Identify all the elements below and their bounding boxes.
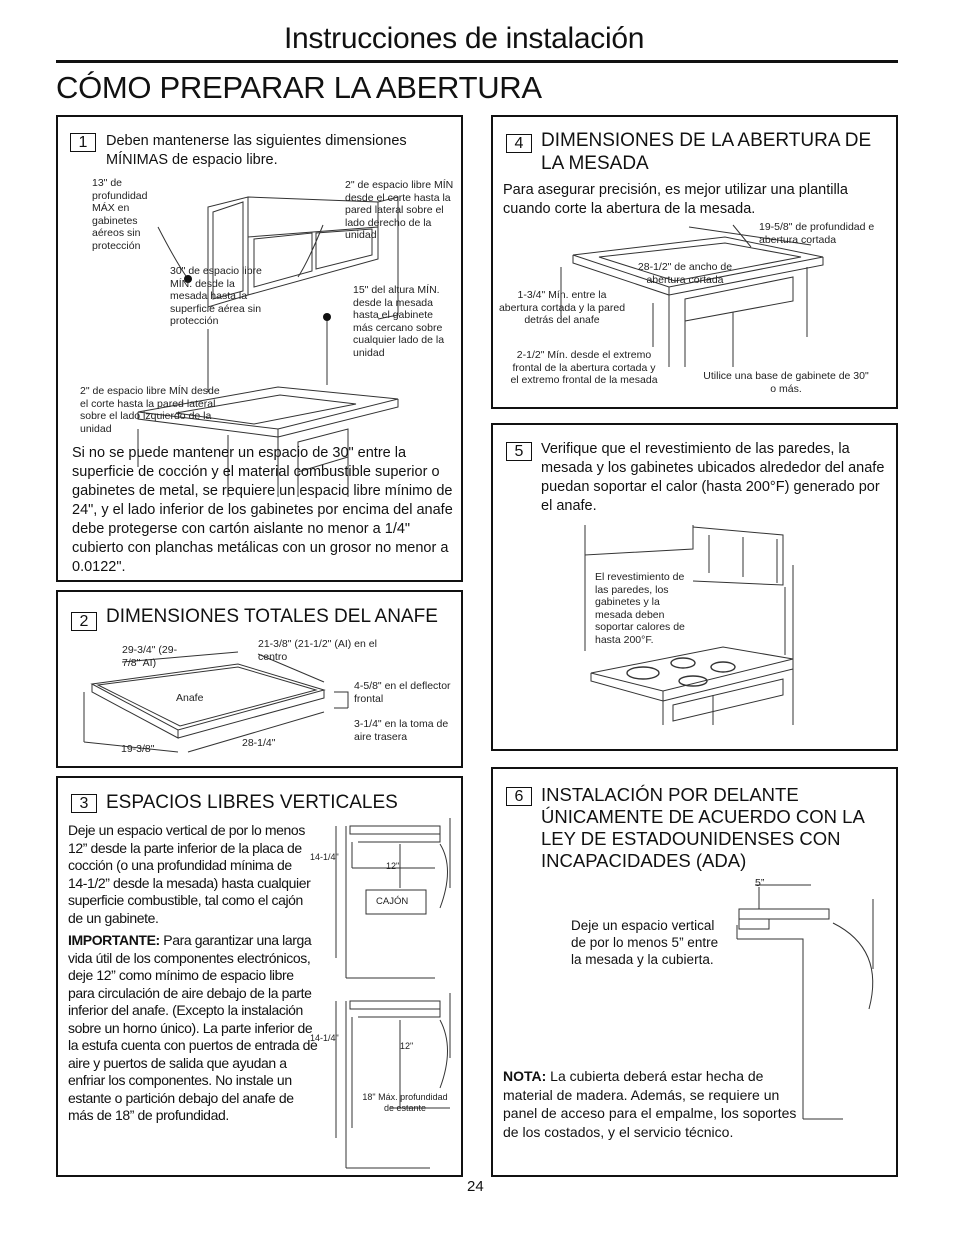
step3-label-d2: 14-1/4" bbox=[310, 1033, 339, 1043]
step1-label-left2: 2" de espacio libre MÍN desde el corte hasta la pared lateral sobre el lado izquierdo de la unidad bbox=[80, 385, 220, 435]
step3-box bbox=[56, 776, 463, 1177]
step6-label: Deje un espacio vertical de por lo menos 5” entre la mesada y la cubierta. bbox=[571, 918, 719, 967]
step5-number: 5 bbox=[506, 442, 532, 461]
step1-label-space30: 30" de espacio libre MÍN. desde la mesada hasta la superficie aérea sin protección bbox=[170, 265, 262, 327]
step6-title: INSTALACIÓN POR DELANTE ÚNICAMENTE DE ACUERDO CON LA LEY DE ESTADOUNIDENSES CON INCAPACIDADES (ADA) bbox=[541, 784, 864, 871]
step2-title: DIMENSIONES TOTALES DEL ANAFE bbox=[106, 606, 438, 627]
step2-label-bottom-d: 19-3/8" bbox=[121, 743, 155, 755]
step1-note: Si no se puede mantener un espacio de 30" entre la superficie de cocción y el material combustible superior o gabinetes de metal, se requiere un espacio libre mínimo de 24", y el lado inferior de los gabinetes por encima del anafe debe protegerse con cartón aislante no menor a 1/4" cubierto con planchas metálicas con un grosor no menor a 0.0122". bbox=[72, 445, 453, 575]
header-rule bbox=[56, 60, 898, 63]
step4-number: 4 bbox=[506, 134, 532, 153]
step4-title: DIMENSIONES DE LA ABERTURA DE LA MESADA bbox=[541, 130, 872, 174]
step4-box bbox=[491, 115, 898, 409]
step5-label: El revestimiento de las paredes, los gabinetes y la mesada deben soportar calores de hasta 200°F. bbox=[595, 571, 685, 646]
step1-label-height15: 15" del altura MÍN. desde la mesada hasta el gabinete más cercano sobre cualquier lado de la unidad bbox=[353, 284, 445, 359]
step3-label-cajon: CAJÓN bbox=[376, 896, 409, 907]
step2-label-bottom-w: 28-1/4" bbox=[242, 737, 276, 749]
step6-dim: 5” bbox=[755, 877, 765, 889]
step3-number: 3 bbox=[71, 794, 97, 813]
step1-label-right2: 2" de espacio libre MÍN desde el corte hasta la pared lateral sobre el lado derecho de la unidad bbox=[345, 179, 454, 241]
step2-number: 2 bbox=[71, 612, 97, 631]
section-title: CÓMO PREPARAR LA ABERTURA bbox=[56, 70, 542, 105]
step3-important-label: IMPORTANTE: bbox=[68, 932, 160, 948]
step3-title: ESPACIOS LIBRES VERTICALES bbox=[106, 792, 398, 813]
step2-label-anafe: Anafe bbox=[176, 692, 204, 704]
step2-label-depth: 21-3/8" (21-1/2" (AI) en el centro bbox=[258, 638, 377, 663]
step2-label-width: 29-3/4" (29-7/8" AI) bbox=[122, 644, 178, 669]
step6-note-label: NOTA: bbox=[503, 1068, 547, 1084]
step4-label-front: 2-1/2" Mín. desde el extremo frontal de la abertura cortada y el extremo frontal de la mesada bbox=[510, 349, 658, 386]
step2-box bbox=[56, 590, 463, 768]
step3-important bbox=[68, 932, 320, 1125]
step1-box bbox=[56, 115, 463, 582]
step5-box bbox=[491, 423, 898, 751]
step1-number: 1 bbox=[70, 133, 96, 152]
step2-label-front: 4-5/8" en el deflector frontal bbox=[354, 680, 451, 705]
step2-label-rear: 3-1/4" en la toma de aire trasera bbox=[354, 718, 449, 743]
page-header-title: Instrucciones de instalación bbox=[284, 22, 645, 55]
step6-number: 6 bbox=[506, 787, 532, 806]
step5-text: Verifique que el revestimiento de las paredes, la mesada y los gabinetes ubicados alrededor del anafe puedan soportar el calor (hasta 200°F) generado por el anafe. bbox=[541, 441, 885, 514]
step6-note-text: La cubierta deberá estar hecha de material de madera. Además, se requiere un panel de acceso para el empalme, los soportes de los costados, y el servicio técnico. bbox=[503, 1068, 797, 1140]
step5-diagram bbox=[493, 525, 897, 745]
step4-label-rear: 1-3/4" Mín. entre la abertura cortada y la pared detrás del anafe bbox=[498, 289, 626, 326]
step1-intro: Deben mantenerse las siguientes dimensiones MÍNIMAS de espacio libre. bbox=[106, 133, 407, 168]
step3-text1: Deje un espacio vertical de por lo menos 12” desde la parte inferior de la placa de cocción (o una profundidad mínima de 14-1/2” desde la mesada) hasta cualquier superficie combustible, tal como el cajón de un gabinete. bbox=[68, 822, 311, 926]
step3-important-text: Para garantizar una larga vida útil de los componentes electrónicos, deje 12” como mínimo de espacio libre para circulación de aire debajo de la parte inferior del anafe. (Excepto la instalación sobre un horno único). La parte inferior de la estufa cuenta con puertos de entrada de aire y puertos de salida que ayudan a enfriar los componentes. No instale un estante o partición debajo del anafe de más de 18” de profundidad. bbox=[68, 932, 318, 1123]
step4-text: Para asegurar precisión, es mejor utilizar una plantilla cuando corte la abertura de la mesada. bbox=[503, 182, 848, 217]
step3-label-c2: 12" bbox=[400, 1041, 414, 1051]
page-number: 24 bbox=[467, 1178, 484, 1195]
step6-box bbox=[491, 767, 898, 1177]
step3-label-c1: 12" bbox=[386, 861, 400, 871]
step3-label-d1: 14-1/4" bbox=[310, 852, 339, 862]
step4-label-depth: 19-5/8" de profundidad e abertura cortada bbox=[759, 221, 875, 246]
step4-label-width: 28-1/2" de ancho de abertura cortada bbox=[637, 261, 733, 286]
step4-label-base: Utilice una base de gabinete de 30" o más. bbox=[703, 370, 869, 395]
step3-label-shelf: 18" Máx. profundidad de estante bbox=[362, 1092, 448, 1113]
step6-note bbox=[503, 1067, 803, 1141]
step1-label-depth13: 13" de profundidad MÁX en gabinetes aéreos sin protección bbox=[92, 177, 148, 252]
